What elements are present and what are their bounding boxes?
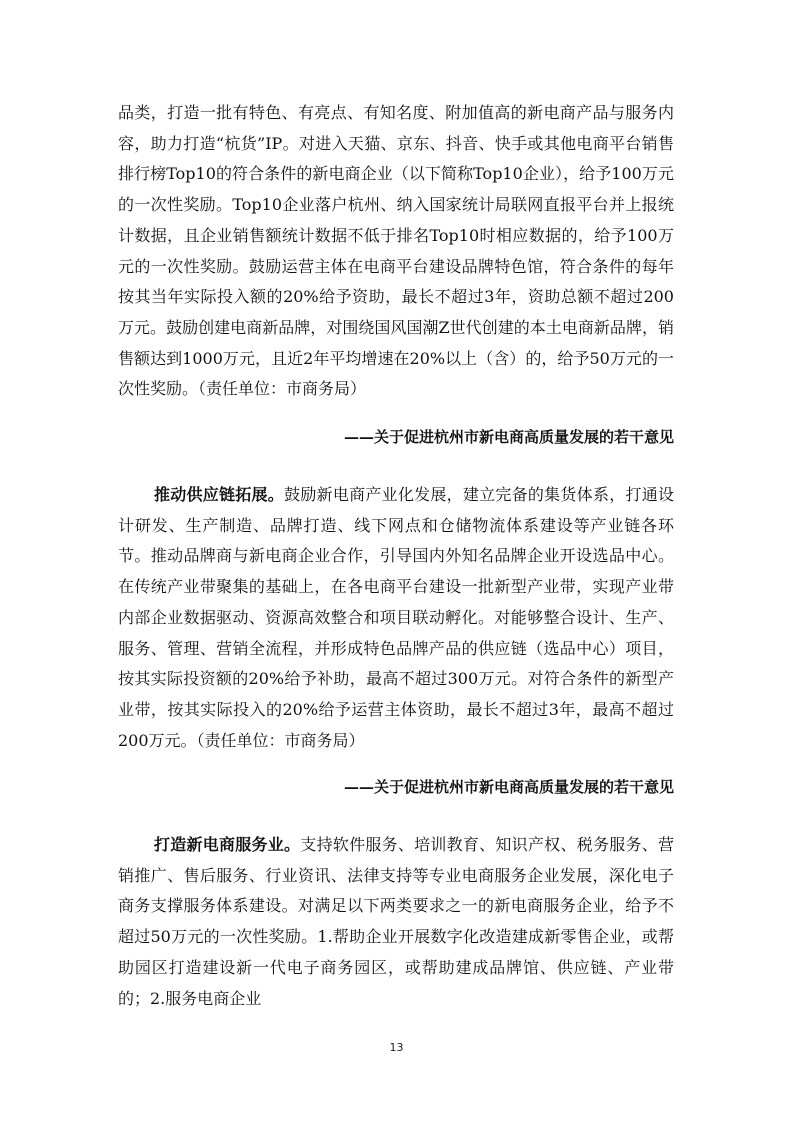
paragraph-3 — [118, 830, 674, 1014]
paragraph-2-text: 鼓励新电商产业化发展，建立完备的集货体系，打通设计研发、生产制造、品牌打造、线下网点和仓储物流体系建设等产业链各环节。推动品牌商与新电商企业合作，引导国内外知名品牌企业开设选品中心。在传统产业带聚集的基础上，在各电商平台建设一批新型产业带，实现产业带内部企业数据驱动、资源高效整合和项目联动孵化。对能够整合设计、生产、服务、管理、营销全流程，并形成特色品牌产品的供应链（选品中心）项目，按其实际投资额的20%给予补助，最高不超过300万元。对符合条件的新型产业带，按其实际投入的20%给予运营主体资助，最长不超过3年，最高不超过200万元。（责任单位：市商务局） — [118, 485, 674, 750]
paragraph-2 — [118, 480, 674, 756]
paragraph-2-source: ——关于促进杭州市新电商高质量发展的若干意见 — [343, 778, 674, 796]
paragraph-3-lead: 打造新电商服务业。 — [154, 835, 301, 854]
page-number: 13 — [389, 1041, 404, 1054]
paragraph-3-text: 支持软件服务、培训教育、知识产权、税务服务、营销推广、售后服务、行业资讯、法律支持等专业电商服务企业发展，深化电子商务支撑服务体系建设。对满足以下两类要求之一的新电商服务企业，给予不超过50万元的一次性奖励。1.帮助企业开展数字化改造建成新零售企业，或帮助园区打造建设新一代电子商务园区，或帮助建成品牌馆、供应链、产业带的；2.服务电商企业 — [118, 835, 674, 1008]
paragraph-2-lead: 推动供应链拓展。 — [154, 485, 285, 504]
paragraph-1 — [118, 98, 674, 405]
paragraph-1-source: ——关于促进杭州市新电商高质量发展的若干意见 — [343, 428, 674, 446]
paragraph-1-text: 品类，打造一批有特色、有亮点、有知名度、附加值高的新电商产品与服务内容，助力打造“杭货”IP。对进入天猫、京东、抖音、快手或其他电商平台销售排行榜Top10的符合条件的新电商企业（以下简称Top10企业），给予100万元的一次性奖励。Top10企业落户杭州、纳入国家统计局联网直报平台并上报统计数据，且企业销售额统计数据不低于排名Top10时相应数据的，给予100万元的一次性奖励。鼓励运营主体在电商平台建设品牌特色馆，符合条件的每年按其当年实际投入额的20%给予资助，最长不超过3年，资助总额不超过200万元。鼓励创建电商新品牌，对围绕国风国潮Z世代创建的本土电商新品牌，销售额达到1000万元，且近2年平均增速在20%以上（含）的，给予50万元的一次性奖励。（责任单位：市商务局） — [118, 103, 674, 399]
